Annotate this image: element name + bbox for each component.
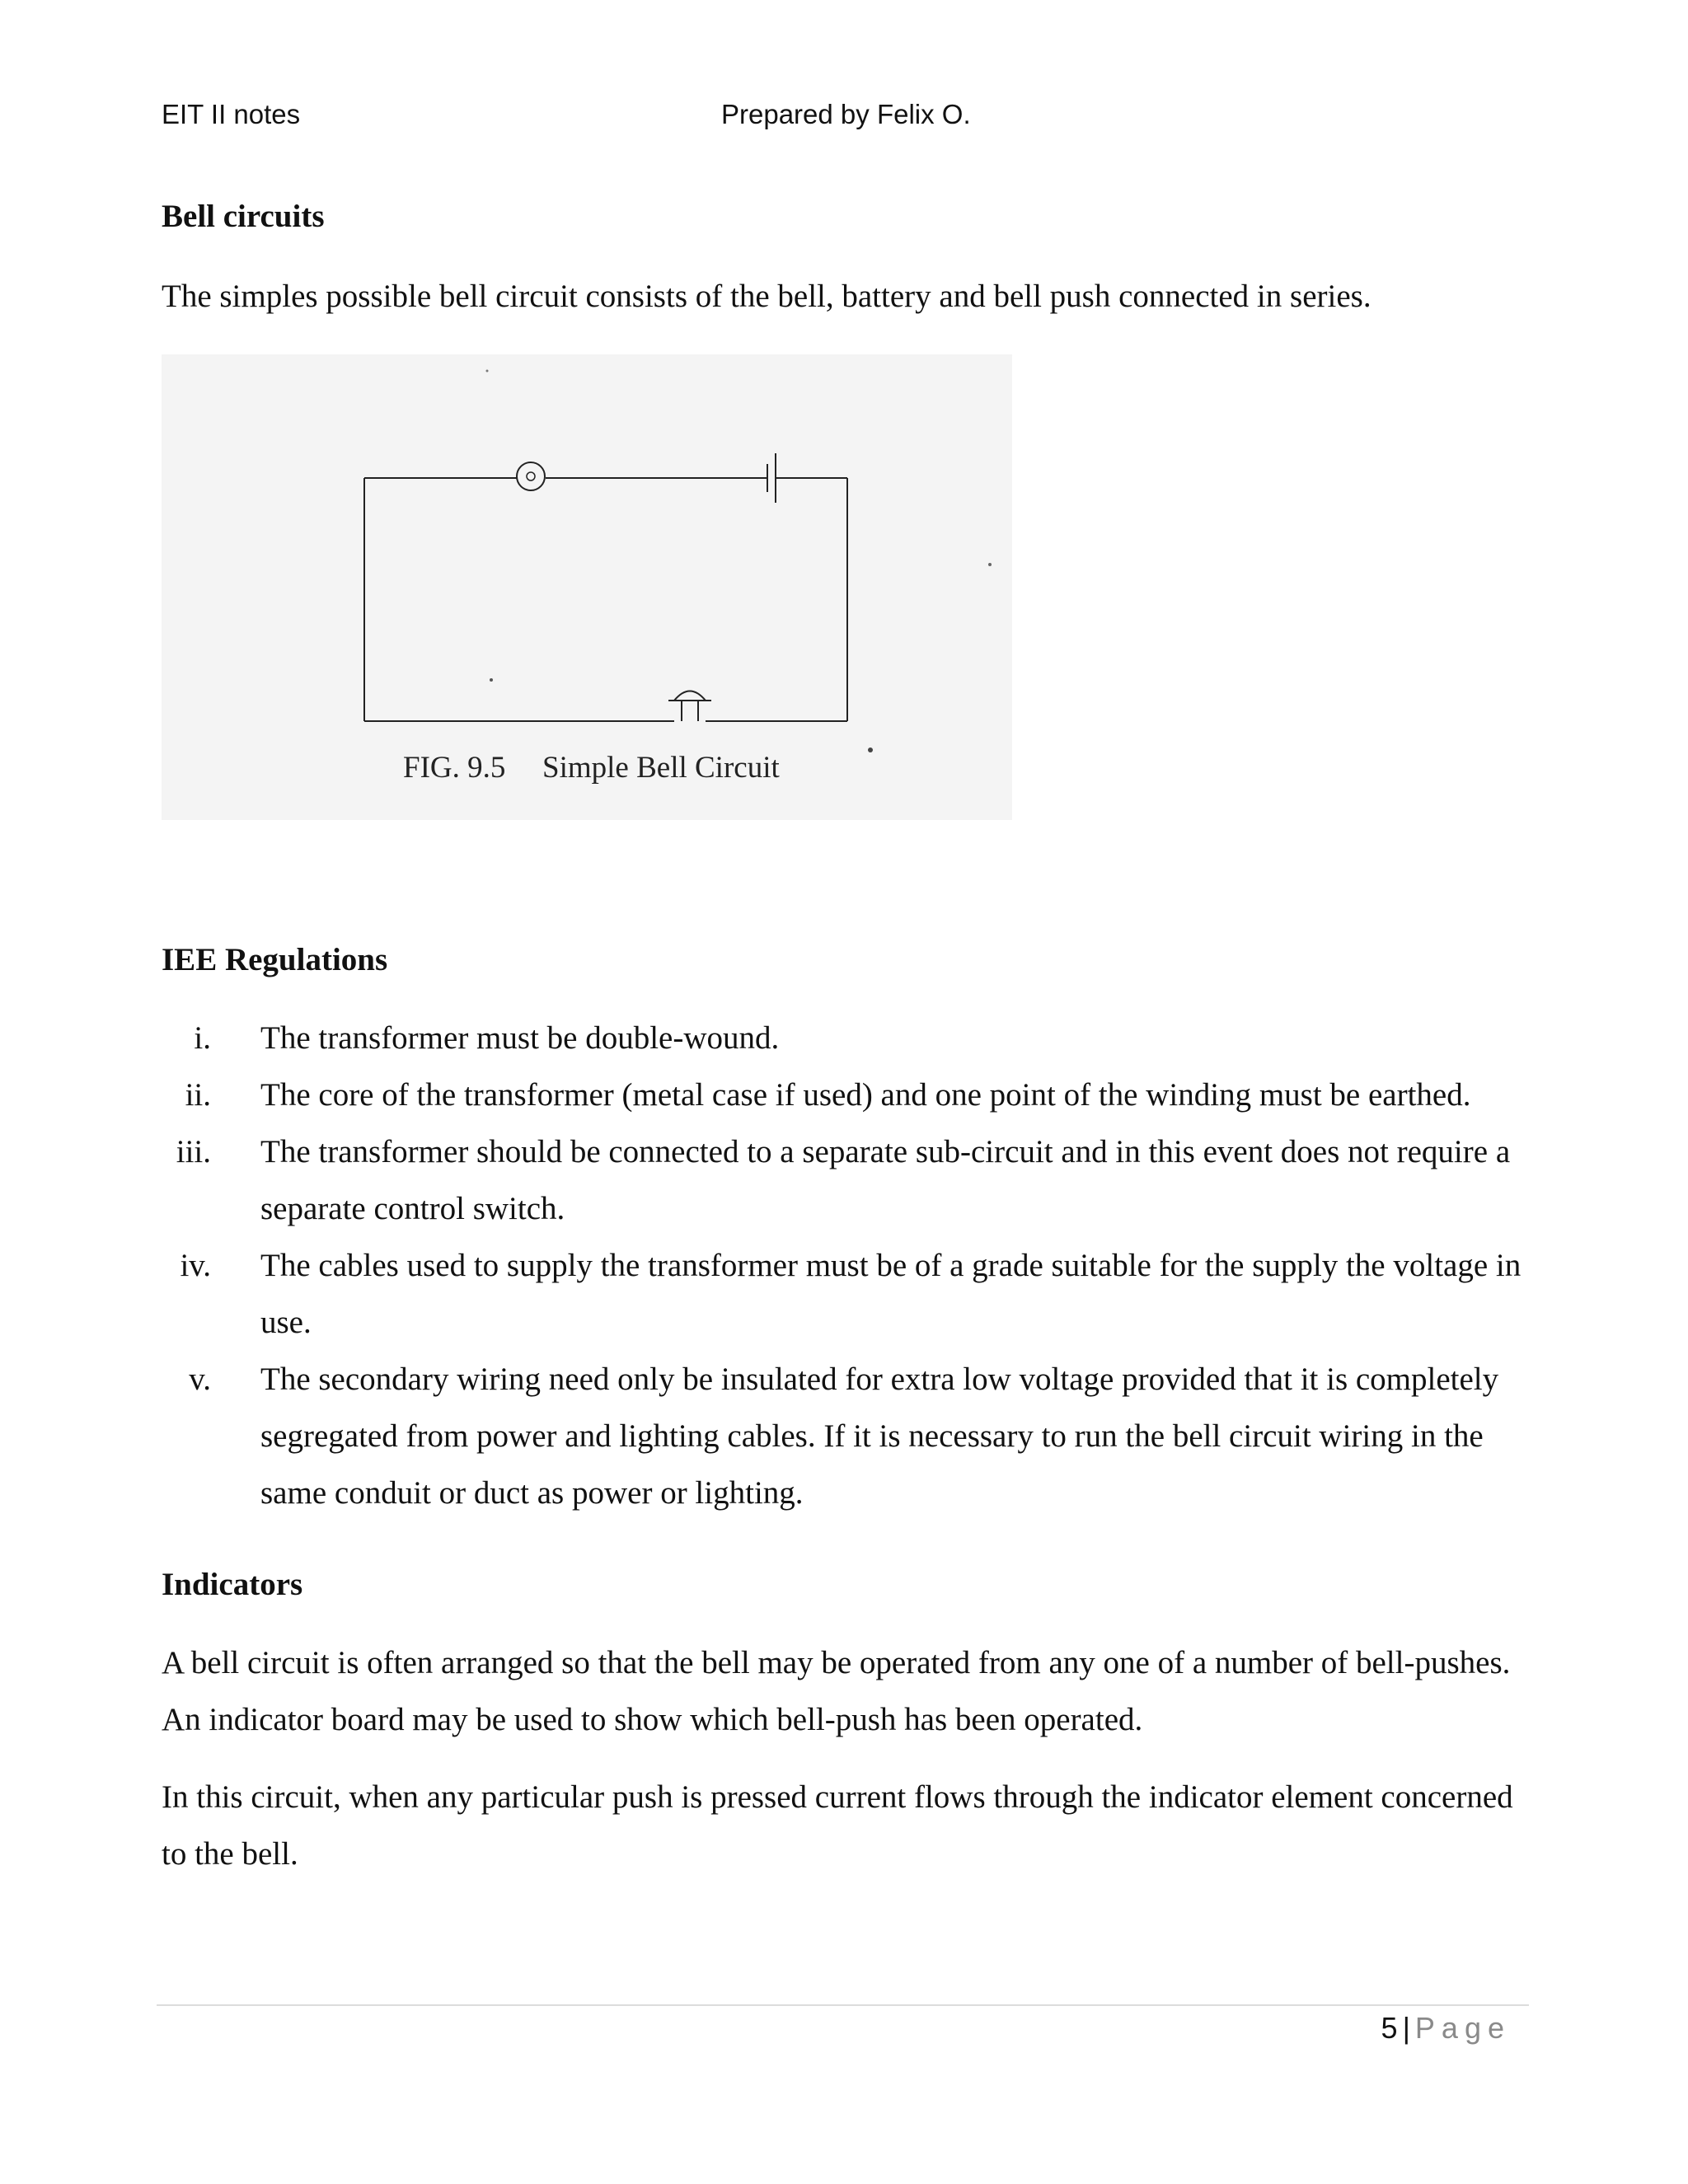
bell-circuits-paragraph: The simples possible bell circuit consists of the bell, battery and bell push connected in series. — [162, 279, 1372, 314]
figure-caption-prefix: FIG. 9.5 — [403, 751, 506, 785]
regulation-item — [162, 1010, 1534, 1066]
regulation-number: iii. — [176, 1134, 211, 1169]
scan-speck — [486, 370, 489, 373]
indicators-paragraph-2: In this circuit, when any particular push is pressed current flows through the indicator element concerned to the bell. — [162, 1779, 1513, 1872]
regulation-item — [162, 1237, 1534, 1351]
regulation-text: The transformer should be connected to a separate sub-circuit and in this event does not require a separate control switch. — [260, 1134, 1511, 1226]
regulation-number: v. — [189, 1361, 211, 1397]
scan-speck — [490, 678, 493, 682]
scan-speck — [868, 748, 873, 752]
regulation-text: The secondary wiring need only be insulated for extra low voltage provided that it is completely segregated from power and lighting cables. If it is necessary to run the bell circuit wiring in the same conduit or duct as power or lighting. — [260, 1361, 1499, 1511]
regulation-number: iv. — [180, 1248, 211, 1283]
circuit-diagram — [162, 354, 1012, 820]
bell-push-icon — [668, 691, 711, 722]
figure-caption-text: Simple Bell Circuit — [542, 751, 780, 785]
page-word: Page — [1414, 2011, 1511, 2045]
regulation-item — [162, 1351, 1534, 1521]
bell-icon — [517, 462, 545, 490]
battery-icon — [767, 453, 790, 503]
page-separator: | — [1402, 2011, 1410, 2045]
regulation-text: The transformer must be double-wound. — [260, 1020, 780, 1056]
regulation-number: i. — [194, 1020, 211, 1056]
heading-bell-circuits: Bell circuits — [162, 199, 325, 234]
header-left-title: EIT II notes — [162, 99, 301, 129]
figure-simple-bell-circuit — [162, 354, 1012, 820]
footer-rule — [157, 2004, 1529, 2006]
indicators-paragraph-1: A bell circuit is often arranged so that the bell may be operated from any one of a number of bell-pushes. An indicator board may be used to show which bell-push has been operated. — [162, 1645, 1511, 1737]
regulation-text: The cables used to supply the transformer must be of a grade suitable for the supply the voltage in use. — [260, 1248, 1522, 1340]
heading-iee-regulations: IEE Regulations — [162, 942, 388, 977]
scan-speck — [988, 563, 992, 566]
header-author: Prepared by Felix O. — [721, 99, 971, 129]
page-number: 5 — [1381, 2011, 1398, 2045]
regulation-text: The core of the transformer (metal case if used) and one point of the winding must be earthed. — [260, 1077, 1471, 1113]
heading-indicators: Indicators — [162, 1567, 303, 1602]
regulation-item — [162, 1066, 1534, 1123]
page-footer — [1381, 2011, 1511, 2046]
regulation-item — [162, 1123, 1534, 1237]
iee-regulations-list — [162, 1010, 1534, 1521]
regulation-number: ii. — [185, 1077, 211, 1113]
